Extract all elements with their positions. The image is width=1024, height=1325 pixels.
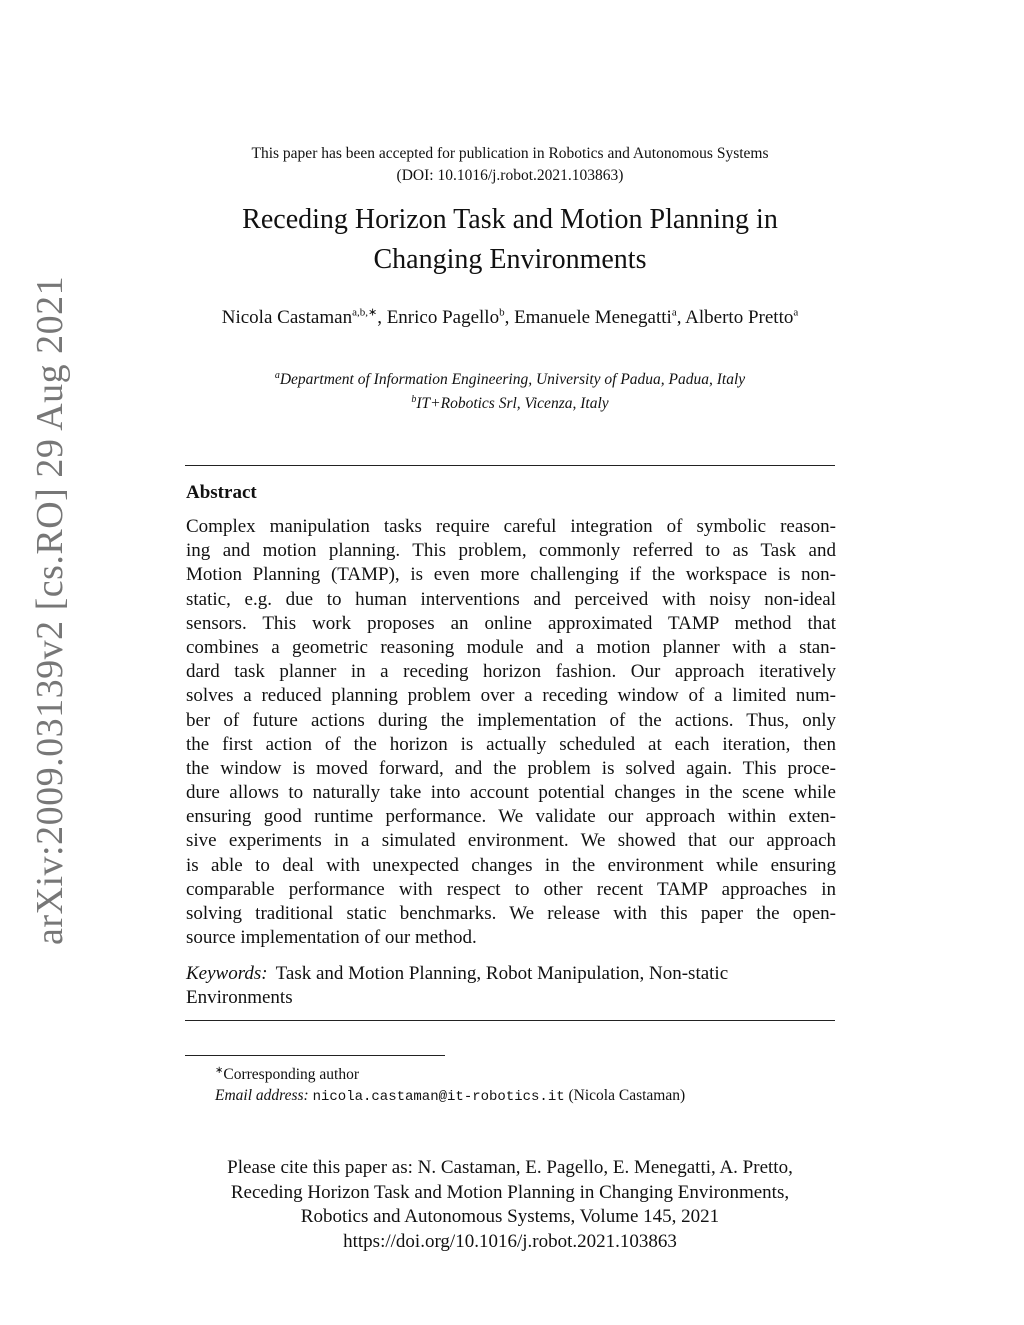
author-name: Enrico Pagello bbox=[386, 307, 500, 329]
abstract-bottom-rule bbox=[185, 1020, 835, 1021]
affiliation-text: IT+Robotics Srl, Vicenza, Italy bbox=[416, 395, 609, 413]
affiliation-mark: a bbox=[274, 370, 280, 381]
citation-line: Robotics and Autonomous Systems, Volume 145, 2021 bbox=[300, 1206, 720, 1227]
footnotes bbox=[215, 1060, 835, 1108]
author-name: Emanuele Menegatti bbox=[514, 307, 672, 329]
author bbox=[222, 307, 387, 328]
abstract-line: ensuring good runtime performance. We validate our approach within exten- bbox=[186, 806, 836, 828]
affiliation-b bbox=[180, 390, 840, 414]
abstract-line: dard task planner in a receding horizon fashion. Our approach iteratively bbox=[186, 661, 836, 683]
keywords-line-2: Environments bbox=[186, 987, 293, 1008]
citation-line: Please cite this paper as: N. Castaman, E. Pagello, E. Menegatti, A. Pretto, bbox=[227, 1157, 793, 1178]
email-label: Email address: bbox=[215, 1087, 309, 1105]
abstract-line: combines a geometric reasoning module and a motion planner with a stan- bbox=[186, 636, 836, 658]
keywords-label: Keywords: bbox=[186, 963, 268, 984]
corresponding-author-text: Corresponding author bbox=[223, 1066, 359, 1084]
affiliation-text: Department of Information Engineering, University of Padua, Padua, Italy bbox=[279, 371, 746, 389]
paper-title bbox=[180, 200, 840, 280]
abstract-line: source implementation of our method. bbox=[186, 927, 477, 949]
abstract-line: static, e.g. due to human interventions and perceived with noisy non-ideal bbox=[186, 588, 836, 610]
abstract-line: solves a reduced planning problem over a receding window of a limited num- bbox=[186, 685, 836, 707]
abstract-line: ber of future actions during the implementation of the actions. Thus, only bbox=[186, 709, 836, 731]
publication-notice-line: This paper has been accepted for publication in Robotics and Autonomous Systems bbox=[251, 145, 769, 162]
abstract-heading: Abstract bbox=[186, 482, 257, 503]
doi-notice-line: (DOI: 10.1016/j.robot.2021.103863) bbox=[396, 167, 624, 184]
email-note bbox=[215, 1085, 835, 1108]
citation-block bbox=[180, 1156, 840, 1254]
arxiv-identifier-stamp: arXiv:2009.03139v2 [cs.RO] 29 Aug 2021 bbox=[29, 275, 71, 945]
abstract-line: the first action of the horizon is actually scheduled at each iteration, then bbox=[186, 733, 836, 755]
abstract-line: ing and motion planning. This problem, commonly referred to as Task and bbox=[186, 540, 836, 562]
author-name: Nicola Castaman bbox=[221, 307, 353, 329]
abstract-line: sensors. This work proposes an online approximated TAMP method that bbox=[186, 612, 836, 634]
author-list bbox=[195, 300, 825, 331]
email-owner: (Nicola Castaman) bbox=[568, 1087, 686, 1105]
affiliation-marks: a,b,∗ bbox=[352, 307, 378, 319]
footnote-rule bbox=[185, 1055, 445, 1056]
affiliation-marks: b bbox=[499, 307, 505, 319]
email-link[interactable]: nicola.castaman@it-robotics.it bbox=[312, 1089, 565, 1106]
abstract-top-rule bbox=[185, 465, 835, 466]
author-separator: , bbox=[504, 307, 515, 329]
abstract-line: sive experiments in a simulated environment. We showed that our approach bbox=[186, 830, 836, 852]
abstract-line: the window is moved forward, and the problem is solved again. This proce- bbox=[186, 757, 836, 779]
abstract-line: comparable performance with respect to other recent TAMP approaches in bbox=[186, 878, 836, 900]
abstract-line: solving traditional static benchmarks. We release with this paper the open- bbox=[186, 903, 836, 924]
affiliation-a bbox=[180, 366, 840, 390]
affiliation-mark: b bbox=[411, 394, 417, 406]
author bbox=[514, 307, 685, 328]
abstract-line: Complex manipulation tasks require careful integration of symbolic reason- bbox=[186, 516, 836, 537]
affiliation-marks: a bbox=[793, 307, 799, 319]
paper-title-line-2: Changing Environments bbox=[373, 244, 647, 275]
author-separator: , bbox=[676, 307, 686, 329]
doi-link[interactable]: https://doi.org/10.1016/j.robot.2021.103863 bbox=[343, 1230, 677, 1252]
keywords-text: Task and Motion Planning, Robot Manipulation, Non-static bbox=[275, 963, 729, 984]
abstract-line: Motion Planning (TAMP), is even more challenging if the workspace is non- bbox=[186, 564, 836, 586]
paper-title-line-1: Receding Horizon Task and Motion Planning in bbox=[242, 204, 778, 235]
author-separator: , bbox=[377, 307, 387, 329]
abstract-line: dure allows to naturally take into account potential changes in the scene while bbox=[186, 782, 836, 804]
author bbox=[685, 307, 798, 328]
author bbox=[387, 307, 514, 328]
publication-notice bbox=[180, 143, 840, 187]
corresponding-author-note bbox=[215, 1060, 835, 1085]
affiliation-marks: a bbox=[671, 307, 677, 319]
citation-line: Receding Horizon Task and Motion Planning in Changing Environments, bbox=[230, 1181, 790, 1203]
author-name: Alberto Pretto bbox=[685, 307, 794, 329]
abstract-line: is able to deal with unexpected changes in the environment while ensuring bbox=[186, 854, 836, 876]
keywords bbox=[186, 962, 836, 1010]
keywords-line-1 bbox=[186, 962, 836, 986]
abstract-body bbox=[186, 515, 836, 950]
footnote-mark: ∗ bbox=[215, 1065, 224, 1076]
affiliations bbox=[180, 366, 840, 414]
